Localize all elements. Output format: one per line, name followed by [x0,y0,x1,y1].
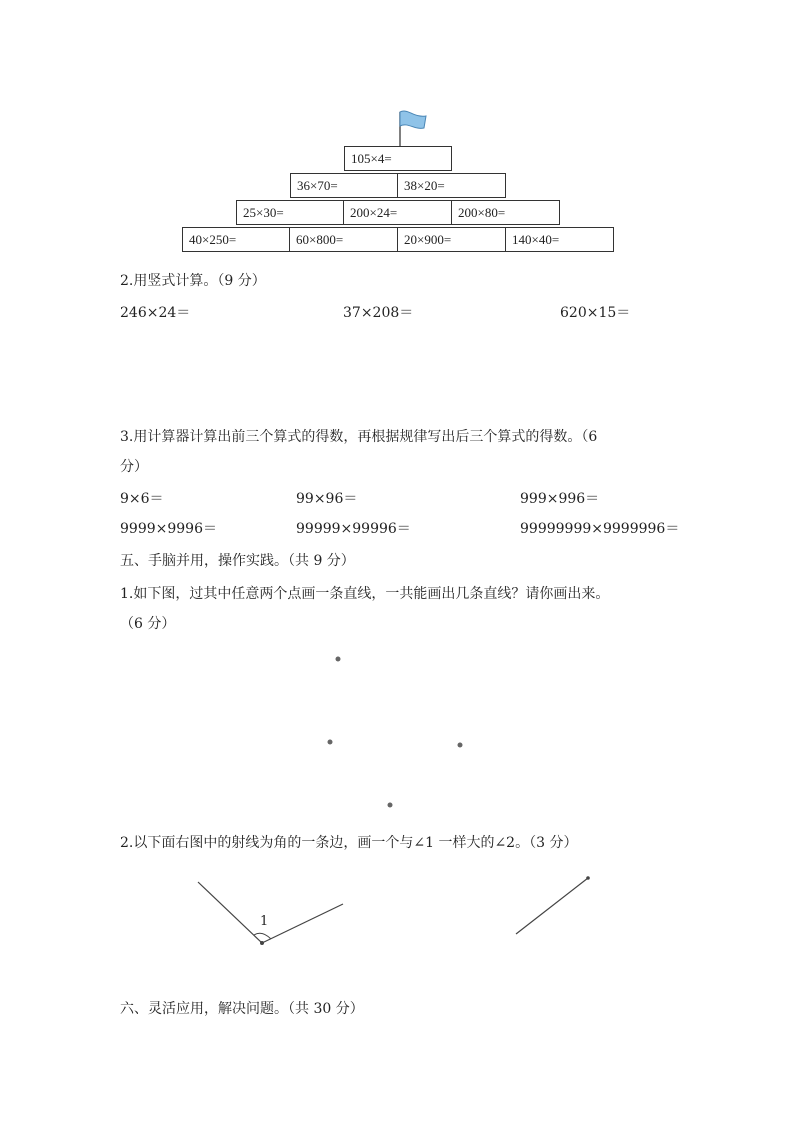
q3-item: 99×96＝ [296,491,358,507]
q3-item: 99999999×9999996＝ [520,521,680,537]
pyramid-cell: 60×800= [289,227,398,252]
pyramid-cell: 36×70= [290,173,398,198]
s5-q2-text: 2.以下面右图中的射线为角的一条边，画一个与∠1 一样大的∠2。（3 分） [120,835,578,851]
q2-item: 246×24＝ [120,305,191,321]
ray-endpoint [586,876,590,880]
q3-item: 9999×9996＝ [120,521,217,537]
q3-item: 999×996＝ [520,491,600,507]
angle-ray [198,882,262,943]
pyramid-cell: 200×24= [343,200,452,225]
pyramid-cell: 25×30= [236,200,344,225]
q3-title: 3.用计算器计算出前三个算式的得数，再根据规律写出后三个算式的得数。（6 [120,429,598,445]
pyramid-cell: 38×20= [397,173,506,198]
q2-item: 37×208＝ [343,305,414,321]
s5-q1-text: 1.如下图，过其中任意两个点画一条直线，一共能画出几条直线？请你画出来。 [120,586,610,602]
pyramid-cell: 200×80= [451,200,560,225]
given-ray [516,878,588,934]
angle-label: 1 [260,914,269,929]
pyramid-cell: 105×4= [344,146,452,171]
q3-item: 9×6＝ [120,491,164,507]
q3-title-cont: 分） [120,459,148,475]
angle-ray [262,904,343,943]
section5-title: 五、手脑并用，操作实践。（共 9 分） [120,553,355,569]
q2-item: 620×15＝ [560,305,631,321]
pyramid-cell: 140×40= [505,227,614,252]
s5-q1-points: （6 分） [120,616,176,632]
q2-title: 2.用竖式计算。（9 分） [120,273,266,289]
section6-title: 六、灵活应用，解决问题。（共 30 分） [120,1001,364,1017]
q3-item: 99999×99996＝ [296,521,411,537]
pyramid-cell: 40×250= [182,227,290,252]
pyramid-cell: 20×900= [397,227,506,252]
angle-vertex [260,941,264,945]
